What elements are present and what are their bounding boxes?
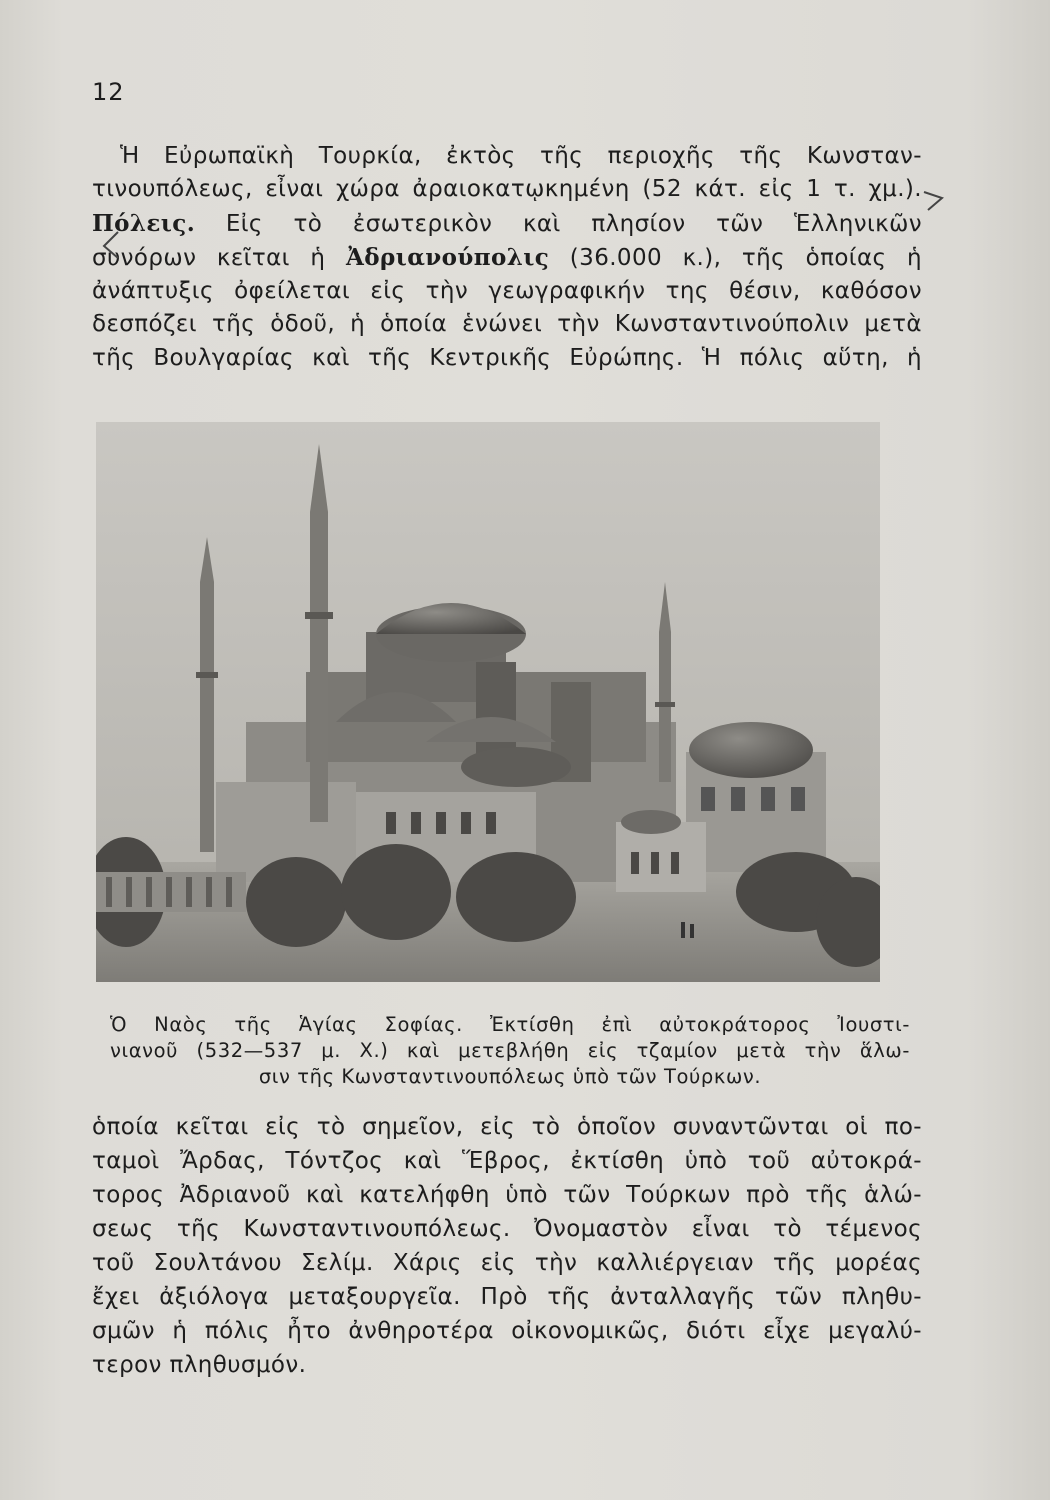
pencil-marks (86, 180, 966, 270)
caption-line: Ὁ Ναὸς τῆς Ἁγίας Σοφίας. Ἐκτίσθη ἐπὶ αὐτοκράτορος Ἰουστι- (110, 1013, 910, 1036)
caption-line: νιανοῦ (532—537 μ. Χ.) καὶ μετεβλήθη εἰς τζαμίον μετὰ τὴν ἅλω- (110, 1039, 910, 1062)
text-line: ἀνάπτυξις ὀφείλεται εἰς τὴν γεωγραφικήν της θέσιν, καθόσον (92, 278, 922, 305)
text-fragment: Εἰς τὸ ἐσωτερικὸν καὶ πλησίον τῶν Ἑλληνικῶν (225, 210, 923, 237)
text-line: ὁποία κεῖται εἰς τὸ σημεῖον, εἰς τὸ ὁποῖον συναντῶνται οἱ πο- (92, 1114, 922, 1140)
page-number: 12 (92, 78, 125, 106)
heading-cities: Πόλεις. (92, 209, 196, 237)
text-line: σεως τῆς Κωνσταντινουπόλεως. Ὀνομαστὸν εἶναι τὸ τέμενος (92, 1216, 922, 1242)
photo-caption (110, 1012, 910, 1090)
text-line: ἔχει ἀξιόλογα μεταξουργεῖα. Πρὸ τῆς ἀνταλλαγῆς τῶν πληθυ- (92, 1284, 922, 1310)
hagia-sophia-illustration (96, 422, 880, 982)
text-line: ταμοὶ Ἄρδας, Τόντζος καὶ Ἕβρος, ἐκτίσθη ὑπὸ τοῦ αὐτοκρά- (92, 1148, 922, 1174)
text-line: τορος Ἀδριανοῦ καὶ κατελήφθη ὑπὸ τῶν Τούρκων πρὸ τῆς ἁλώ- (92, 1182, 922, 1208)
word-borders: συνόρων (92, 244, 197, 271)
text-line: τερον πληθυσμόν. (92, 1352, 307, 1378)
text-line: τοῦ Σουλτάνου Σελίμ. Χάρις εἰς τὴν καλλιέργειαν τῆς μορέας (92, 1250, 922, 1276)
hagia-sophia-photo (96, 422, 880, 982)
city-name-adrianople: Ἀδριανούπολις (345, 243, 550, 271)
text-line: Ἡ Εὐρωπαϊκὴ Τουρκία, ἐκτὸς τῆς περιοχῆς τῆς Κωνσταν- (120, 143, 922, 169)
text-line: δεσπόζει τῆς ὁδοῦ, ἡ ὁποία ἑνώνει τὴν Κωνσταντινούπολιν μετὰ (92, 311, 922, 338)
text-line: τινουπόλεως, εἶναι χώρα ἀραιοκατῳκημένη (52 κάτ. εἰς 1 τ. χμ.). (92, 176, 922, 203)
text-line: τῆς Βουλγαρίας καὶ τῆς Κεντρικῆς Εὐρώπης. Ἡ πόλις αὕτη, ἡ (92, 344, 922, 371)
paragraph-bottom (92, 1110, 922, 1382)
text-fragment: (36.000 κ.), τῆς ὁποίας ἡ (569, 244, 922, 271)
text-fragment: κεῖται ἡ (216, 244, 326, 271)
text-line: σμῶν ἡ πόλις ἦτο ἀνθηροτέρα οἰκονομικῶς, διότι εἶχε μεγαλύ- (92, 1318, 922, 1344)
caption-line: σιν τῆς Κωνσταντινουπόλεως ὑπὸ τῶν Τούρκων. (258, 1065, 762, 1088)
